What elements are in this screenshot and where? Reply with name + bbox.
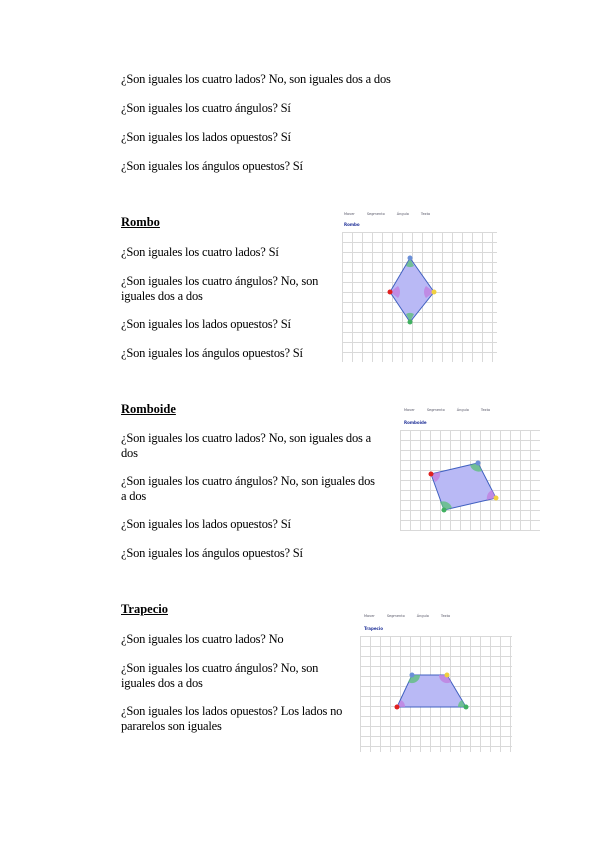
question-line: ¿Son iguales los cuatro lados? Sí <box>121 245 279 259</box>
figure-title: Rombo <box>344 222 360 227</box>
question-line: ¿Son iguales los cuatro lados? No, son iguales dos a dos <box>121 431 371 460</box>
question-line: ¿Son iguales los ángulos opuestos? Sí <box>121 546 303 560</box>
question-line: ¿Son iguales los cuatro ángulos? No, son iguales dos a dos <box>121 661 319 690</box>
question-line: ¿Son iguales los cuatro ángulos? Sí <box>121 101 291 115</box>
figure-toolbar: Mover Segmento Ángulo Texto <box>404 408 491 412</box>
trapezoid-shape <box>360 612 512 752</box>
figure-title: Romboide <box>404 420 427 425</box>
parallelogram-shape <box>400 406 540 531</box>
question-line: ¿Son iguales los ángulos opuestos? Sí <box>121 346 303 360</box>
question-line: ¿Son iguales los cuatro lados? No <box>121 632 284 646</box>
trapecio-figure <box>360 612 512 752</box>
question-line: ¿Son iguales los ángulos opuestos? Sí <box>121 159 303 173</box>
section-title-rombo: Rombo <box>121 215 160 229</box>
section-title-romboide: Romboide <box>121 402 176 416</box>
question-line: ¿Son iguales los cuatro lados? No, son iguales dos a dos <box>121 72 391 86</box>
section-title-trapecio: Trapecio <box>121 602 168 616</box>
rombo-figure <box>340 210 497 362</box>
rhombus-shape <box>340 210 497 362</box>
question-line: ¿Son iguales los lados opuestos? Sí <box>121 317 291 331</box>
question-line: ¿Son iguales los cuatro ángulos? No, son iguales dos a dos <box>121 274 319 303</box>
figure-toolbar: Mover Segmento Ángulo Texto <box>364 614 451 618</box>
question-line: ¿Son iguales los cuatro ángulos? No, son iguales dos a dos <box>121 474 375 503</box>
romboide-figure <box>400 406 540 531</box>
question-line: ¿Son iguales los lados opuestos? Sí <box>121 130 291 144</box>
question-line: ¿Son iguales los lados opuestos? Sí <box>121 517 291 531</box>
question-line: ¿Son iguales los lados opuestos? Los lados no pararelos son iguales <box>121 704 343 733</box>
figure-toolbar: Mover Segmento Ángulo Texto <box>344 212 431 216</box>
figure-title: Trapecio <box>364 626 384 631</box>
